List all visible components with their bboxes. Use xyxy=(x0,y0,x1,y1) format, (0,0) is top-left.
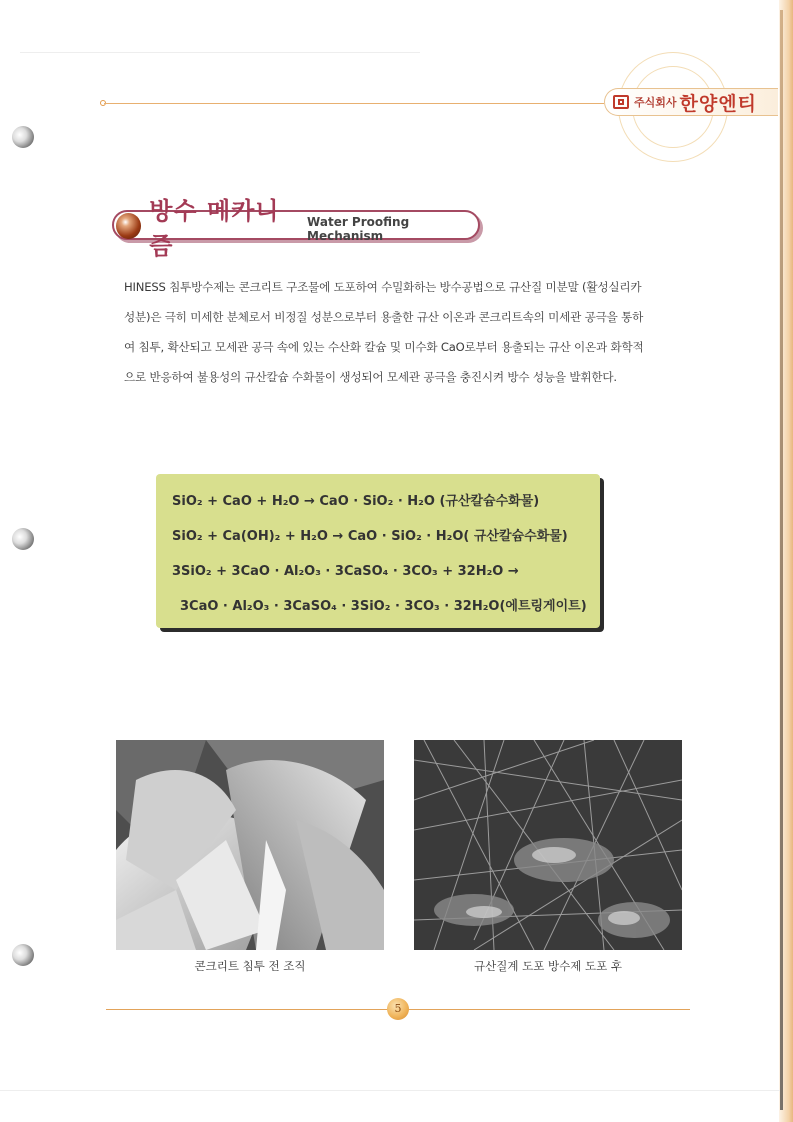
header-line xyxy=(104,103,604,104)
paragraph-line: HINESS 침투방수제는 콘크리트 구조물에 도포하여 수밀화하는 방수공법으로 규산질 미분말 (활성실리카 xyxy=(124,280,642,294)
photo-caption-after: 규산질계 도포 방수제 도포 후 xyxy=(474,959,622,973)
reaction-formula-box xyxy=(156,474,600,628)
bottom-divider xyxy=(0,1090,780,1091)
company-name: 한양엔티 xyxy=(679,92,757,115)
page-number: 5 xyxy=(387,998,409,1020)
mechanism-paragraph xyxy=(124,272,674,392)
company-logo-icon xyxy=(613,95,629,109)
binder-hole-top xyxy=(12,126,34,148)
formula-line: SiO₂ + CaO + H₂O → CaO · SiO₂ · H₂O (규산칼슘수화물) xyxy=(172,494,540,509)
paragraph-line: 으로 반응하여 불용성의 규산칼슘 수화물이 생성되어 모세관 공극을 충진시켜 방수 성능을 발휘한다. xyxy=(124,370,617,384)
sem-photo-before xyxy=(116,740,384,950)
formula-line: 3SiO₂ + 3CaO · Al₂O₃ · 3CaSO₄ · 3CO₃ + 32H₂O → xyxy=(172,564,519,579)
bullet-ball-icon xyxy=(116,213,141,239)
section-title-en: Water Proofing Mechanism xyxy=(307,215,410,243)
page-edge-line xyxy=(780,10,783,1110)
company-prefix: 주식회사 xyxy=(634,96,677,109)
binder-hole-bottom xyxy=(12,944,34,966)
top-divider xyxy=(20,52,420,53)
sem-photo-before-image xyxy=(116,740,384,950)
photo-caption-before: 콘크리트 침투 전 조직 xyxy=(194,959,306,973)
paragraph-line: 여 침투, 확산되고 모세관 공극 속에 있는 수산화 칼슘 및 미수화 CaO로부터 용출되는 규산 이온과 화학적 xyxy=(124,340,644,354)
sem-photo-after-image xyxy=(414,740,682,950)
section-title-ko: 방수 메카니즘 xyxy=(149,197,280,260)
section-heading xyxy=(112,197,484,260)
paragraph-line: 성분)은 극히 미세한 분체로서 비정질 성분으로부터 용출한 규산 이온과 콘크리트속의 미세관 공극을 통하 xyxy=(124,310,644,324)
binder-hole-middle xyxy=(12,528,34,550)
formula-line: SiO₂ + Ca(OH)₂ + H₂O → CaO · SiO₂ · H₂O( 규산칼슘수화물) xyxy=(172,529,568,544)
sem-photo-after xyxy=(414,740,682,950)
company-logo xyxy=(604,88,778,116)
formula-line: 3CaO · Al₂O₃ · 3CaSO₄ · 3SiO₂ · 3CO₃ · 32H₂O(에트링게이트) xyxy=(180,599,587,614)
